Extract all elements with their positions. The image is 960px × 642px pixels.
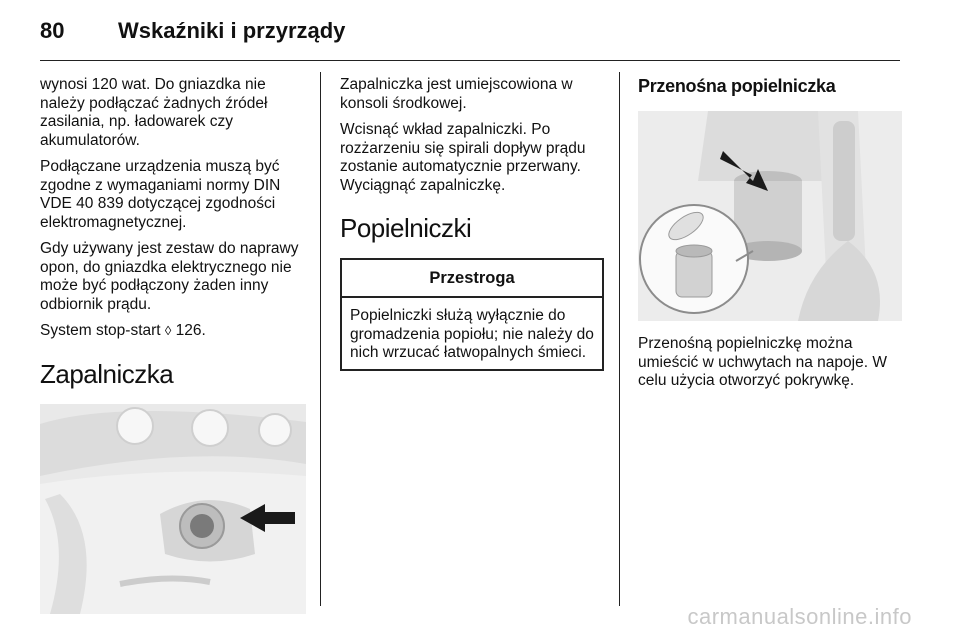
page-number: 80 [40,18,65,43]
paragraph: Podłączane urządzenia muszą być zgodne z wymaganiami normy DIN VDE 40 839 dotyczącej zgodności elektromagnetycznej. [40,158,281,231]
paragraph: Zapalniczka jest umiejscowiona w konsoli środkowej. [340,76,573,112]
page-title: Wskaźniki i przyrządy [118,18,346,43]
column-2 [340,76,604,371]
portable-ashtray-illustration [638,111,902,321]
column-1 [40,76,306,614]
paragraph-stop-start-ref [40,322,306,341]
page-ref-arrow-icon: ◊ [164,323,172,338]
paragraph: Gdy używany jest zestaw do naprawy opon, do gniazdka elektrycznego nie może być podłączony żaden inny odbiornik prądu. [40,240,299,313]
watermark: carmanualsonline.info [687,604,912,629]
column-divider [320,72,321,606]
warning-box [340,258,604,371]
column-3 [638,76,902,399]
page-header [40,14,900,61]
warning-body [342,298,602,369]
warning-text: Popielniczki służą wyłącznie do gromadzenia popiołu; nie należy do nich wrzucać łatwopalnych śmieci. [350,307,594,361]
paragraph: wynosi 120 wat. Do gniazdka nie należy podłączać żadnych źródeł zasilania, np. ładowarek czy akumulatorów. [40,76,268,149]
ref-text: System stop-start [40,322,161,339]
paragraph: Przenośną popielniczkę można umieścić w uchwytach na napoje. W celu użycia otworzyć pokrywkę. [638,335,887,389]
section-heading-portable-ashtray: Przenośna popielniczka [638,76,836,96]
section-heading-cigarette-lighter: Zapalniczka [40,358,174,389]
warning-title: Przestroga [342,260,602,298]
paragraph: Wcisnąć wkład zapalniczki. Po rozżarzeniu się spirali dopływ prądu zostanie automatycznie przerwany. Wyciągnąć zapalniczkę. [340,121,586,194]
page-ref-link[interactable]: 126. [175,322,206,339]
cigarette-lighter-illustration [40,404,306,614]
section-heading-ashtrays: Popielniczki [340,213,472,243]
column-divider [619,72,620,606]
